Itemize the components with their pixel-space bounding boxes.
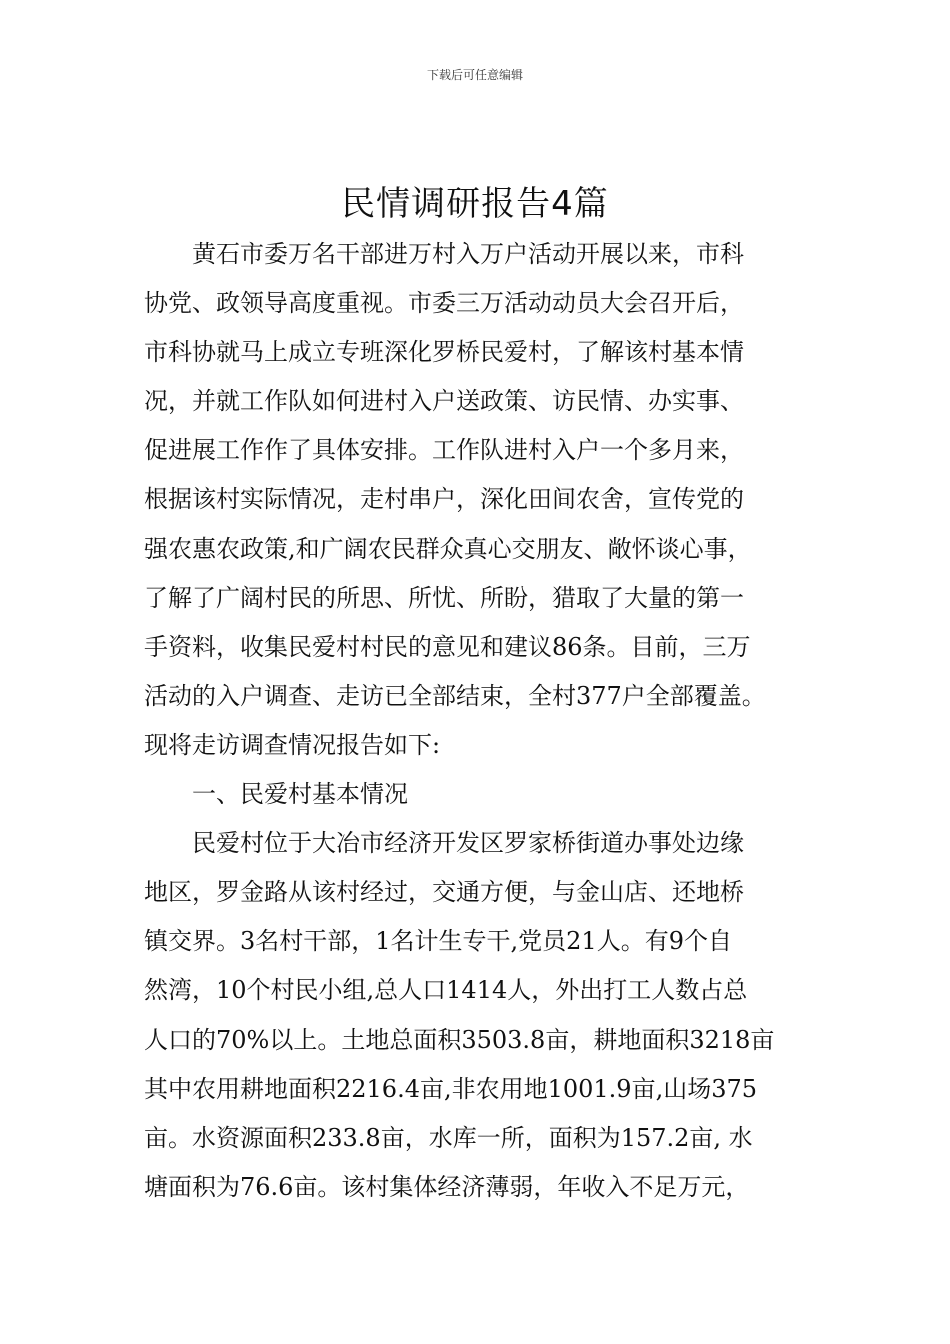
text-line: 手资料，收集民爱村村民的意见和建议86条。目前，三万 — [144, 632, 751, 661]
text-line: 然湾，10个村民小组,总人口1414人，外出打工人数占总 — [144, 976, 748, 1005]
text-line: 亩。水资源面积233.8亩，水库一所，面积为157.2亩, 水 — [144, 1123, 753, 1152]
text-line: 现将走访调查情况报告如下: — [144, 730, 441, 759]
text-line: 其中农用耕地面积2216.4亩,非农用地1001.9亩,山场375 — [144, 1074, 758, 1103]
text-line: 活动的入户调查、走访已全部结束，全村377户全部覆盖。 — [144, 681, 766, 710]
text-line: 镇交界。3名村干部，1名计生专干,党员21人。有9个自 — [144, 927, 732, 956]
text-line: 强农惠农政策,和广阔农民群众真心交朋友、敞怀谈心事， — [144, 534, 752, 563]
text-line: 人口的70%以上。土地总面积3503.8亩，耕地面积3218亩 — [144, 1025, 775, 1054]
text-line: 一、民爱村基本情况 — [192, 780, 408, 809]
text-line: 市科协就马上成立专班深化罗桥民爱村，了解该村基本情 — [144, 338, 744, 367]
header-note: 下载后可任意编辑 — [426, 68, 523, 82]
text-line: 况，并就工作队如何进村入户送政策、访民情、办实事、 — [144, 387, 744, 416]
text-line: 民爱村位于大冶市经济开发区罗家桥街道办事处边缘 — [192, 829, 744, 858]
document-title: 民情调研报告4篇 — [341, 184, 609, 224]
text-line: 促进展工作作了具体安排。工作队进村入户一个多月来， — [144, 436, 744, 465]
text-line: 了解了广阔村民的所思、所忧、所盼，猎取了大量的第一 — [144, 583, 744, 612]
text-line: 黄石市委万名干部进万村入万户活动开展以来，市科 — [192, 240, 744, 268]
body-text — [144, 230, 808, 1212]
text-line: 协党、政领导高度重视。市委三万活动动员大会召开后， — [144, 289, 744, 318]
text-line: 塘面积为76.6亩。该村集体经济薄弱，年收入不足万元， — [144, 1172, 750, 1201]
text-line: 地区，罗金路从该村经过，交通方便，与金山店、还地桥 — [144, 878, 744, 907]
text-line: 根据该村实际情况，走村串户，深化田间农舍，宣传党的 — [144, 485, 744, 514]
